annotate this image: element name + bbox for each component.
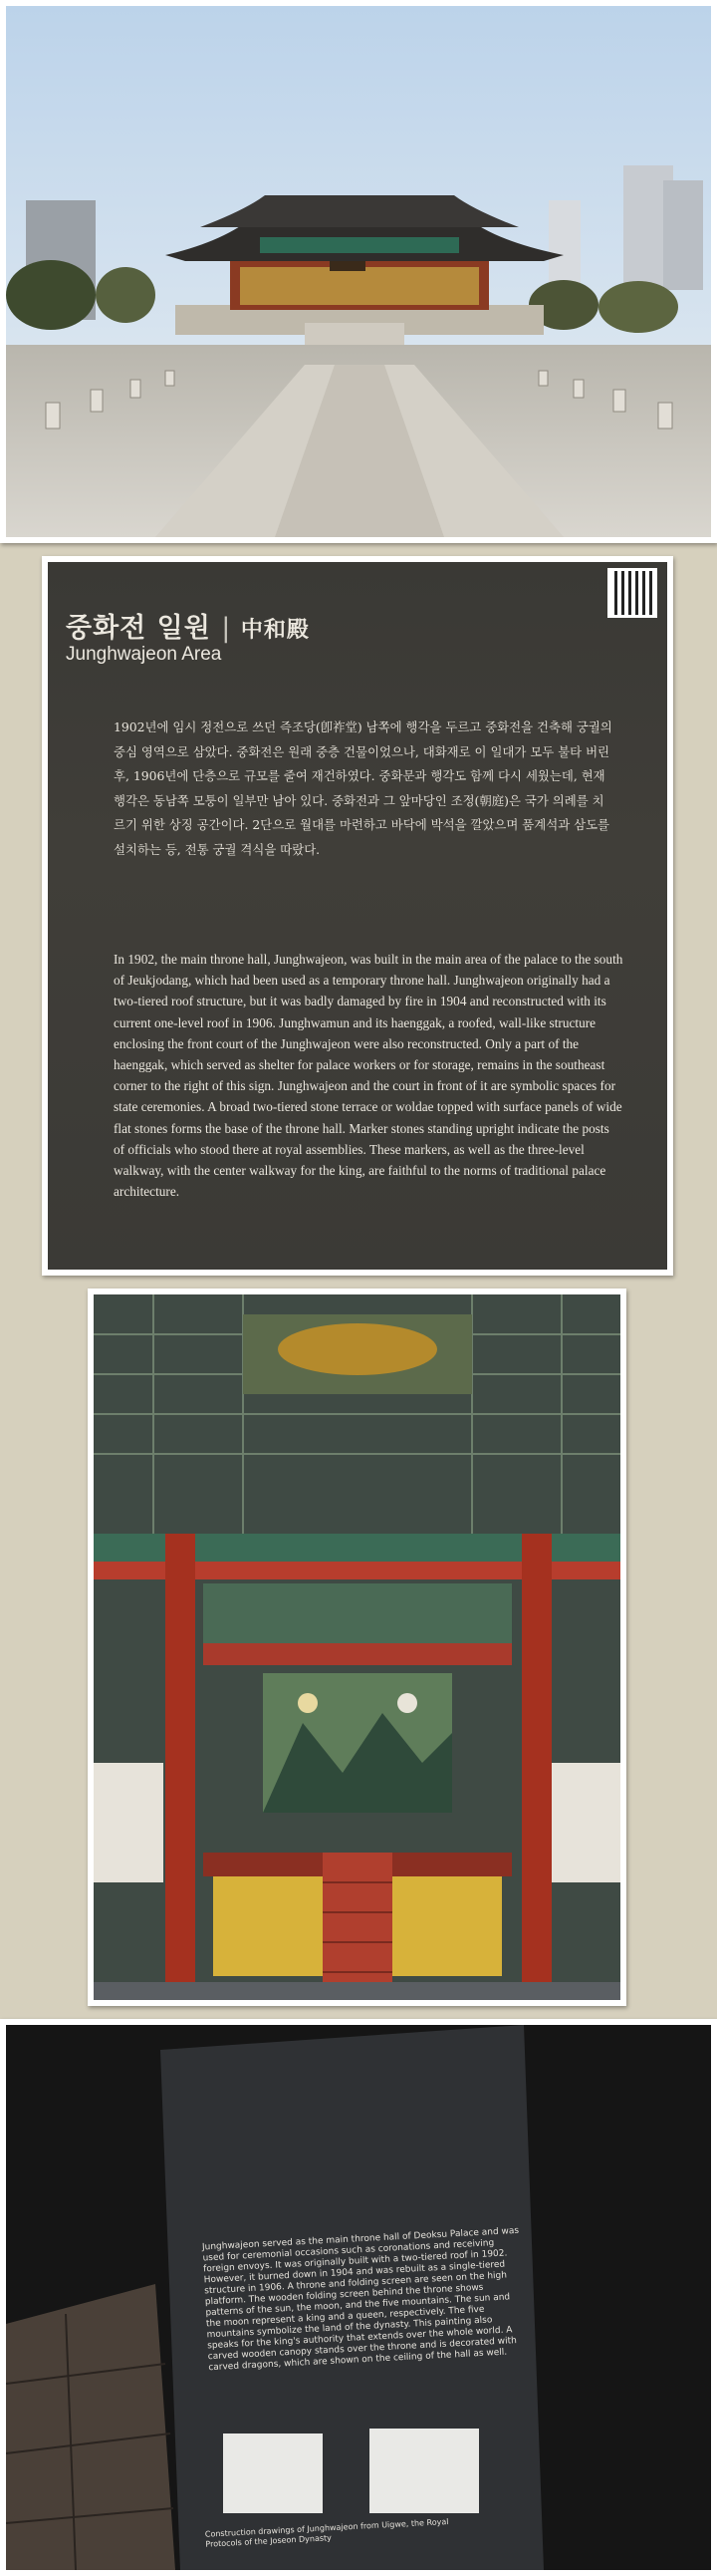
sign-body-english: In 1902, the main throne hall, Junghwajeon, was built in the main area of the palace to the south of Jeukjodang, which had been used as a temporary throne hall. Junghwajeon originally had a two-tiered roof structure, but it was badly damaged by fire in 1904 and reconstructed with its current one-level roof in 1906. Junghwamun and its haenggak, a roofed, wall-like structure enclosing the front court of the Junghwajeon were also reconstructed. Only a part of the haenggak, which served as shelter for palace workers or for storage, remains in the southeast corner to the right of this sign. Junghwajeon and the court in front of it are symbolic spaces for state ceremonies. A broad two-tiered stone terrace or woldae topped with surface panels of wide flat stones forms the base of the throne hall. Marker stones standing upright indicate the posts of officials who stood there at royal assemblies. These markers, as well as the three-level walkway, with the center walkway for the king, are faithful to the norms of traditional palace architecture. (114, 952, 623, 1200)
palace-exterior-photo (0, 0, 717, 543)
interior-image (94, 1294, 620, 2000)
plaque-caption: Construction drawings of Junghwajeon from Uigwe, the Royal Protocols of the Joseon Dynasty (204, 2517, 449, 2549)
sign-body-korean: 1902년에 임시 정전으로 쓰던 즉조당(卽祚堂) 남쪽에 행각을 두르고 중화전을 건축해 궁궐의 중심 영역으로 삼았다. 중화전은 원래 중층 건물이었으나, 대화재로 이 일대가 모두 불타 버린 후, 1906년에 단층으로 규모를 줄여 재건하였다. 중화문과 행각도 함께 다시 세웠는데, 현재 행각은 동남쪽 모퉁이 일부만 남아 있다. 중화전과 그 앞마당인 조정(朝庭)은 국가 의례를 치르기 위한 상징 공간이다. 2단으로 월대를 마련하고 바닥에 박석을 깔았으며 품계석과 삼도를 설치하는 등, 전통 궁궐 격식을 따랐다. (114, 719, 612, 857)
sign-board (48, 562, 667, 1270)
sign-title-korean: 중화전 일원 (66, 613, 211, 644)
sign-title: 중화전 일원 | 中和殿 (66, 613, 310, 644)
interior-photo (88, 1288, 626, 2006)
qr-code-icon (607, 568, 657, 618)
sign-subtitle: Junghwajeon Area (66, 644, 222, 665)
palace-exterior-image (6, 6, 711, 537)
plaque-body-english: Junghwajeon served as the main throne hall of Deoksu Palace and was used for ceremonial occasions such as coronations and receiving foreign envoys. It was originally built with a two-tiered roof in 1902. However, it burned down in 1904 and was rebuilt as a single-tiered structure in 1906. A throne and folding screen are seen on the high platform. The wooden folding screen behind the throne shows patterns of the sun, the moon, and the five mountains. The sun and the moon represent a king and a queen, respectively. The five mountains symbolize the land of the dynasty. This painting also speaks for the king's authority that extends over the whole world. A carved wooden canopy stands over the throne and is decorated with carved dragons, which are shown on the ceiling of the hall as well. (201, 2225, 520, 2374)
plaque-photo (0, 2019, 717, 2576)
sign-title-hanja: 中和殿 (240, 618, 310, 643)
sign-photo (42, 556, 673, 1276)
